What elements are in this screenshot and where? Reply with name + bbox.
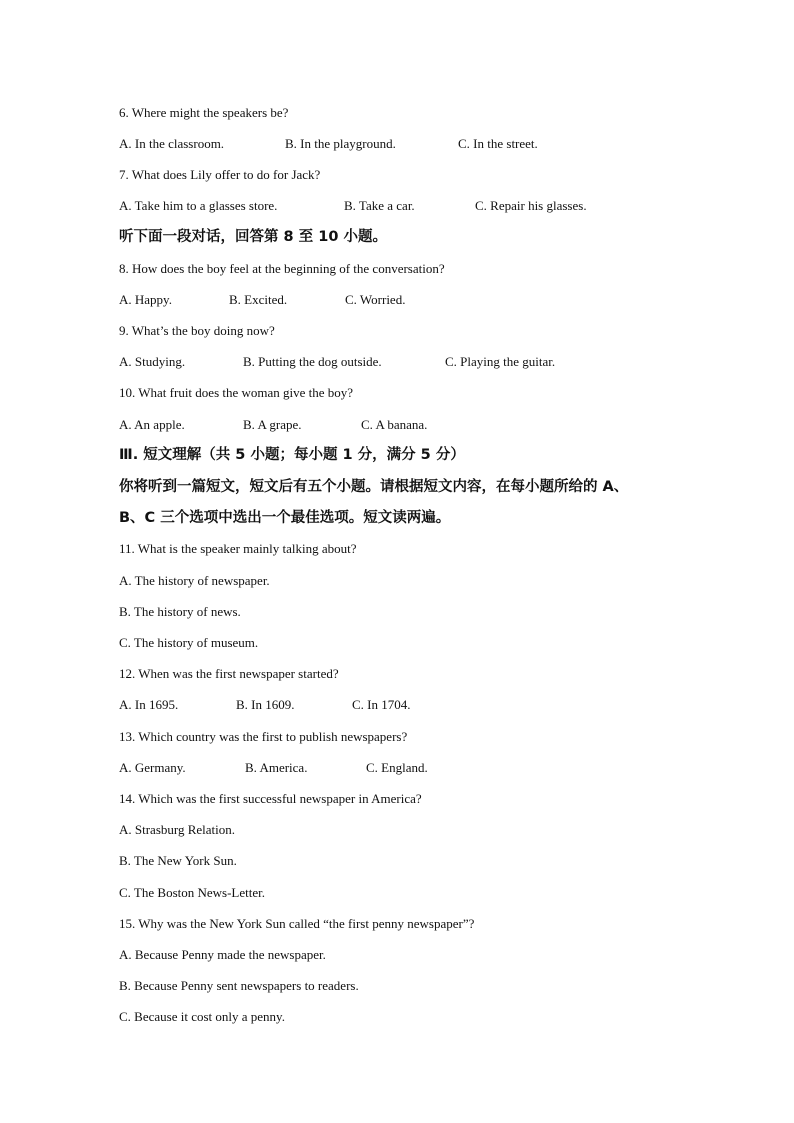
q8-option-a: A. Happy. (119, 292, 172, 307)
question-11: 11. What is the speaker mainly talking about? (119, 541, 357, 556)
q13-option-b: B. America. (245, 760, 308, 775)
q12-option-c: C. In 1704. (352, 697, 411, 712)
q7-option-a: A. Take him to a glasses store. (119, 198, 278, 213)
section-3-instruction-line-2: B、C 三个选项中选出一个最佳选项。短文读两遍。 (119, 510, 451, 526)
instruction-8-10: 听下面一段对话，回答第 8 至 10 小题。 (119, 229, 387, 245)
q6-option-a: A. In the classroom. (119, 136, 225, 151)
q14-option-b: B. The New York Sun. (119, 853, 237, 868)
question-10: 10. What fruit does the woman give the boy? (119, 385, 354, 400)
q13-option-c: C. England. (366, 760, 428, 775)
question-12: 12. When was the first newspaper started? (119, 666, 339, 681)
q10-option-b: B. A grape. (243, 417, 302, 432)
q8-option-b: B. Excited. (229, 292, 288, 307)
q14-option-a: A. Strasburg Relation. (119, 822, 236, 837)
q9-option-a: A. Studying. (119, 354, 186, 369)
question-8: 8. How does the boy feel at the beginning of the conversation? (119, 261, 445, 276)
question-14: 14. Which was the first successful newspaper in America? (119, 791, 422, 806)
q15-option-b: B. Because Penny sent newspapers to readers. (119, 978, 359, 993)
section-3-title: Ⅲ. 短文理解（共 5 小题；每小题 1 分，满分 5 分） (119, 447, 465, 463)
q15-option-a: A. Because Penny made the newspaper. (119, 947, 326, 962)
q10-option-c: C. A banana. (361, 417, 428, 432)
q12-option-a: A. In 1695. (119, 697, 179, 712)
q11-option-b: B. The history of news. (119, 604, 241, 619)
q6-option-c: C. In the street. (458, 136, 538, 151)
q11-option-a: A. The history of newspaper. (119, 573, 270, 588)
q12-option-b: B. In 1609. (236, 697, 295, 712)
q11-option-c: C. The history of museum. (119, 635, 259, 650)
q14-option-c: C. The Boston News-Letter. (119, 885, 265, 900)
question-13: 13. Which country was the first to publish newspapers? (119, 729, 408, 744)
q15-option-c: C. Because it cost only a penny. (119, 1009, 285, 1024)
question-7: 7. What does Lily offer to do for Jack? (119, 167, 321, 182)
q10-option-a: A. An apple. (119, 417, 185, 432)
q9-option-c: C. Playing the guitar. (445, 354, 556, 369)
q8-option-c: C. Worried. (345, 292, 406, 307)
q9-option-b: B. Putting the dog outside. (243, 354, 382, 369)
q6-option-b: B. In the playground. (285, 136, 396, 151)
section-3-instruction-line-1: 你将听到一篇短文，短文后有五个小题。请根据短文内容，在每小题所给的 A、 (119, 479, 629, 495)
q7-option-b: B. Take a car. (344, 198, 415, 213)
q7-option-c: C. Repair his glasses. (475, 198, 587, 213)
question-15: 15. Why was the New York Sun called “the first penny newspaper”? (119, 916, 475, 931)
q13-option-a: A. Germany. (119, 760, 186, 775)
question-9: 9. What’s the boy doing now? (119, 323, 275, 338)
question-6: 6. Where might the speakers be? (119, 105, 289, 120)
